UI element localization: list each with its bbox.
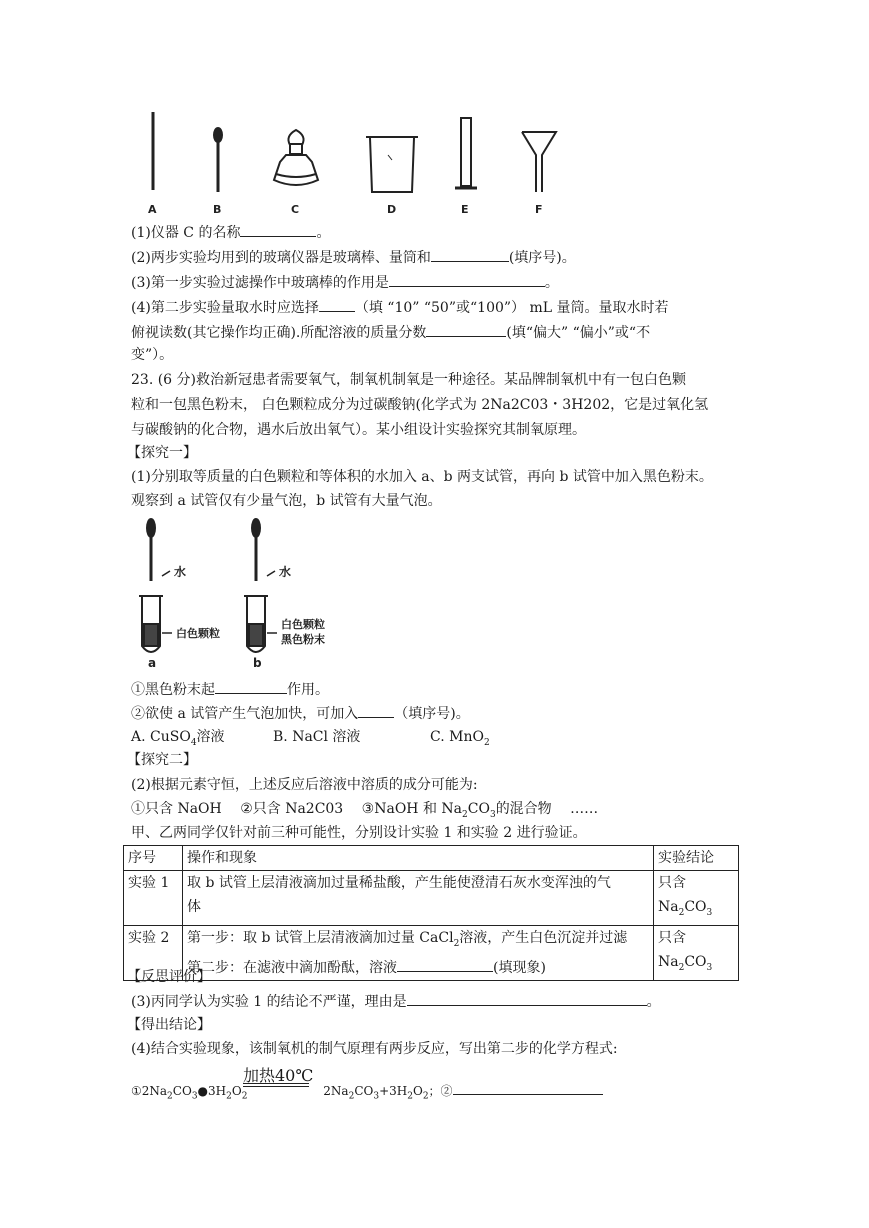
label-E: E — [461, 203, 469, 216]
question-3: (3)第一步实验过滤操作中玻璃棒的作用是 。 — [131, 272, 559, 293]
explore2-line3: 甲、乙两同学仅针对前三种可能性，分别设计实验 1 和实验 2 进行验证。 — [131, 825, 587, 841]
answer-blank[interactable] — [453, 1080, 603, 1095]
instruments-figure — [130, 100, 570, 220]
explore1-title: 【探究一】 — [127, 445, 197, 461]
sub-question-1: ①黑色粉末起 作用。 — [131, 679, 329, 700]
answer-blank[interactable] — [426, 322, 506, 337]
conclusion-title: 【得出结论】 — [127, 1017, 211, 1033]
table-row: 实验 1 取 b 试管上层清液滴加过量稀盐酸，产生能使澄清石灰水变浑浊的气 体 只含 $Na_2CO_3$ — [124, 871, 739, 926]
table-header-row — [124, 846, 739, 871]
explore1-line1: (1)分别取等质量的白色颗粒和等体积的水加入 a、b 两支试管，再向 b 试管中加入黑色粉末。 — [131, 469, 713, 485]
question-2: (2)两步实验均用到的玻璃仪器是玻璃棒、量筒和 (填序号)。 — [131, 247, 576, 268]
answer-blank[interactable] — [358, 703, 394, 718]
explore2-line1: (2)根据元素守恒，上述反应后溶液中溶质的成分可能为: — [131, 777, 478, 793]
sub-question-2: ②欲使 a 试管产生气泡加快，可加入 （填序号)。 — [131, 703, 470, 724]
answer-blank[interactable] — [215, 679, 287, 694]
dropper-B — [214, 128, 222, 192]
table-row: 实验 2 第一步：取 b 试管上层清液滴加过量 CaCl$_2$溶液，产生白色沉淀并过滤 第二步：在滤液中滴加酚酞，溶液 (填现象) 只含 $Na_2CO_3$ — [124, 925, 739, 980]
q23-line1: 23. (6 分)救治新冠患者需要氧气，制氧机制氧是一种途径。某品牌制氧机中有一包白色颗 — [131, 372, 686, 388]
black-powder-label-b: 黑色粉末 — [281, 633, 325, 646]
reflect-title: 【反思评价】 — [127, 969, 211, 985]
question-4-line2: 俯视读数(其它操作均正确).所配溶液的质量分数 (填“偏大” “偏小”或“不 — [131, 322, 650, 343]
reaction-condition: 加热40℃ — [243, 1066, 314, 1085]
header-id: 序号 — [124, 846, 183, 871]
answer-blank[interactable] — [389, 272, 545, 287]
q23-line2: 粒和一包黑色粉末， 白色颗粒成分为过碳酸钠(化学式为 2Na2C03・3H202，它是过氧化氢 — [131, 397, 709, 413]
answer-blank[interactable] — [431, 247, 509, 262]
tube-label-a: a — [148, 656, 157, 670]
tube-b — [244, 519, 277, 652]
q23-line3: 与碳酸钠的化合物，遇水后放出氧气）。某小组设计实验探究其制氧原理。 — [131, 422, 586, 438]
tube-a — [139, 519, 172, 652]
conclusion-question: (4)结合实验现象，该制氧机的制气原理有两步反应，写出第二步的化学方程式: — [131, 1041, 618, 1057]
experiment-table — [123, 845, 739, 981]
reflect-question: (3)丙同学认为实验 1 的结论不严谨，理由是 。 — [131, 991, 661, 1012]
equation-line: $①2Na_2CO_3●3H_2O_2$ $2Na_2CO_3+3H_2O_2$；② — [131, 1080, 603, 1106]
funnel-F — [522, 132, 556, 192]
answer-blank[interactable] — [240, 222, 316, 237]
water-label-a: 水 — [174, 565, 187, 579]
label-F: F — [535, 203, 543, 216]
header-conclusion: 实验结论 — [654, 846, 739, 871]
white-granule-label-a: 白色颗粒 — [176, 627, 220, 640]
explore2-title: 【探究二】 — [127, 752, 197, 768]
answer-blank[interactable] — [319, 297, 355, 312]
alcohol-lamp-C — [274, 130, 318, 185]
answer-blank[interactable] — [397, 957, 493, 972]
question-4: (4)第二步实验量取水时应选择 （填 “10” “50”或“100”） mL 量筒。量取水时若 — [131, 297, 669, 318]
explore1-line2: 观察到 a 试管仅有少量气泡，b 试管有大量气泡。 — [131, 493, 442, 509]
label-B: B — [213, 203, 222, 216]
label-D: D — [387, 203, 397, 216]
question-1: (1)仪器 C 的名称 。 — [131, 222, 330, 243]
explore2-options: ①只含 NaOH ②只含 Na2C03 ③NaOH 和 $Na_2CO_3$的混合物 …… — [131, 801, 599, 820]
label-C: C — [291, 203, 300, 216]
header-operation: 操作和现象 — [183, 846, 654, 871]
tube-label-b: b — [253, 656, 262, 670]
beaker-D — [366, 137, 418, 192]
test-tube-figure — [130, 516, 360, 671]
option-c: C. MnO$_2$ — [430, 729, 490, 748]
white-granule-label-b: 白色颗粒 — [281, 618, 325, 631]
answer-blank[interactable] — [407, 991, 647, 1006]
graduated-cylinder-E — [455, 118, 477, 188]
water-label-b: 水 — [279, 565, 292, 579]
option-a: A. CuSO$_4$溶液 — [131, 729, 225, 748]
option-b: B. NaCl 溶液 — [273, 729, 361, 745]
label-A: A — [148, 203, 157, 216]
question-4-line3: 变”）。 — [131, 347, 174, 363]
